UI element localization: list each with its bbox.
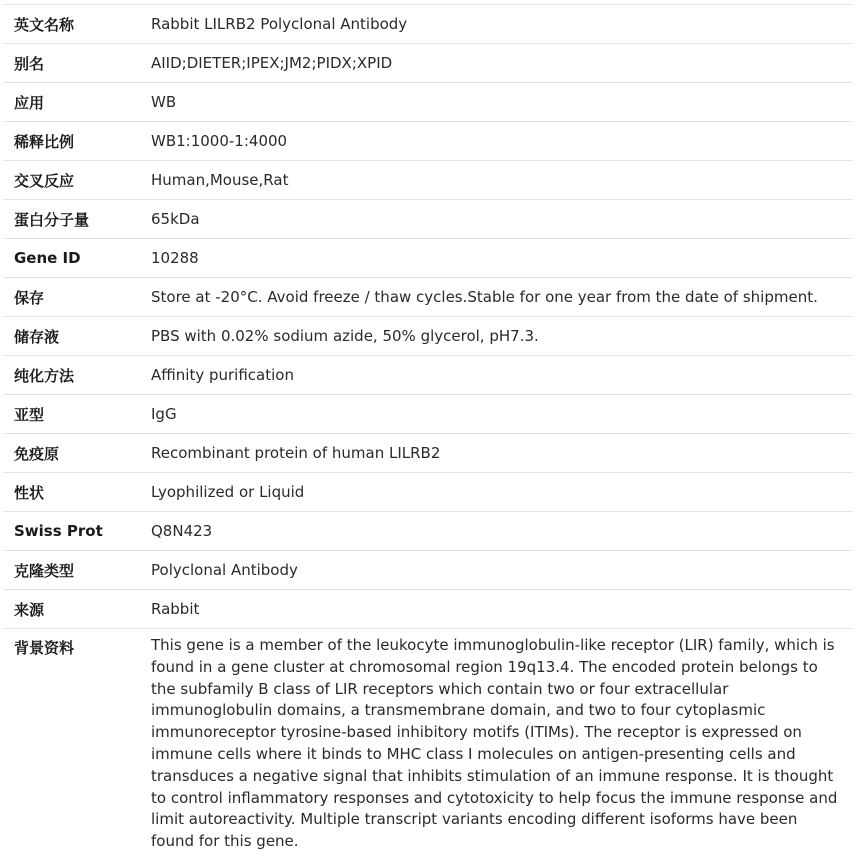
spec-label: 性状	[4, 473, 142, 512]
spec-row-clonality	[4, 551, 852, 590]
spec-value: IgG	[142, 395, 852, 434]
spec-value: WB1:1000-1:4000	[142, 122, 852, 161]
spec-row-application	[4, 83, 852, 122]
spec-label: 应用	[4, 83, 142, 122]
spec-value: Affinity purification	[142, 356, 852, 395]
spec-value: Recombinant protein of human LILRB2	[142, 434, 852, 473]
spec-row-storage	[4, 278, 852, 317]
spec-value: Store at -20°C. Avoid freeze / thaw cycles.Stable for one year from the date of shipment.	[142, 278, 852, 317]
spec-row-swiss-prot	[4, 512, 852, 551]
spec-label: 克隆类型	[4, 551, 142, 590]
spec-row-purification	[4, 356, 852, 395]
spec-row-background	[4, 629, 852, 853]
spec-row-immunogen	[4, 434, 852, 473]
spec-value: Human,Mouse,Rat	[142, 161, 852, 200]
spec-value: Polyclonal Antibody	[142, 551, 852, 590]
spec-row-storage-buffer	[4, 317, 852, 356]
spec-label: 保存	[4, 278, 142, 317]
spec-value: Rabbit	[142, 590, 852, 629]
spec-row-alias	[4, 44, 852, 83]
product-spec-table	[4, 4, 852, 853]
spec-label: Swiss Prot	[4, 512, 142, 551]
spec-value: Rabbit LILRB2 Polyclonal Antibody	[142, 5, 852, 44]
spec-label: 储存液	[4, 317, 142, 356]
spec-row-cross-reactivity	[4, 161, 852, 200]
spec-row-english-name	[4, 5, 852, 44]
spec-label: 背景资料	[4, 629, 142, 853]
spec-value: WB	[142, 83, 852, 122]
spec-label: 稀释比例	[4, 122, 142, 161]
spec-row-gene-id	[4, 239, 852, 278]
spec-row-form	[4, 473, 852, 512]
spec-row-host	[4, 590, 852, 629]
spec-row-molecular-weight	[4, 200, 852, 239]
spec-label: Gene ID	[4, 239, 142, 278]
background-description: This gene is a member of the leukocyte immunoglobulin-like receptor (LIR) family, which is found in a gene cluster at chromosomal region 19q13.4. The encoded protein belongs to the subfamily B class of LIR receptors which contain two or four extracellular immunoglobulin domains, a transmembrane domain, and two to four cytoplasmic immunoreceptor tyrosine-based inhibitory motifs (ITIMs). The receptor is expressed on immune cells where it binds to MHC class I molecules on antigen-presenting cells and transduces a negative signal that inhibits stimulation of an immune response. It is thought to control inflammatory responses and cytotoxicity to help focus the immune response and limit autoreactivity. Multiple transcript variants encoding different isoforms have been found for this gene.	[142, 629, 852, 853]
spec-label: 交叉反应	[4, 161, 142, 200]
spec-label: 亚型	[4, 395, 142, 434]
spec-value: 10288	[142, 239, 852, 278]
spec-label: 来源	[4, 590, 142, 629]
spec-label: 别名	[4, 44, 142, 83]
spec-value: PBS with 0.02% sodium azide, 50% glycerol, pH7.3.	[142, 317, 852, 356]
spec-value: 65kDa	[142, 200, 852, 239]
spec-label: 英文名称	[4, 5, 142, 44]
spec-value: AIID;DIETER;IPEX;JM2;PIDX;XPID	[142, 44, 852, 83]
spec-row-isotype	[4, 395, 852, 434]
spec-label: 蛋白分子量	[4, 200, 142, 239]
spec-label: 纯化方法	[4, 356, 142, 395]
spec-value: Q8N423	[142, 512, 852, 551]
spec-label: 免疫原	[4, 434, 142, 473]
spec-value: Lyophilized or Liquid	[142, 473, 852, 512]
spec-row-dilution	[4, 122, 852, 161]
